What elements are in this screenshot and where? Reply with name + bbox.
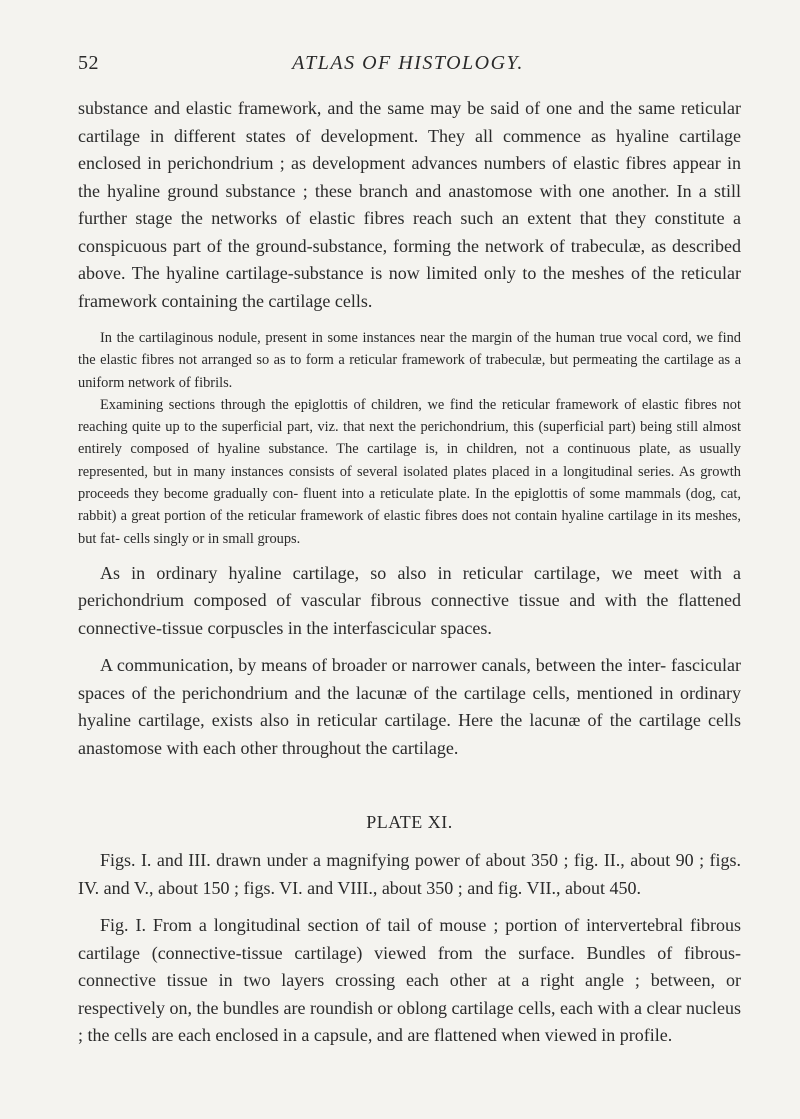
page-header — [78, 52, 738, 82]
paragraph-5: A communication, by means of broader or narrower canals, between the inter- fascicular spaces of the perichondrium and the lacunæ of the cartilage cells, mentioned in ordinary hyaline cartilage, exists also in reticular cartilage. Here the lacunæ of the cartilage cells anastomose with each other throughout the cartilage. — [78, 655, 741, 758]
body-text — [78, 95, 741, 1050]
page-number: 52 — [78, 52, 99, 74]
plate-title: PLATE XI. — [366, 812, 453, 833]
paragraph-1: substance and elastic framework, and the same may be said of one and the same reticular cartilage in different states of development. They all commence as hyaline cartilage enclosed in perichondrium ; as development advances numbers of elastic fibres appear in the hyaline ground substance ; these branch and anastomose with one another. In a still further stage the networks of elastic fibres reach such an extent that they constitute a conspicuous part of the ground-substance, forming the network of trabeculæ, as described above. The hyaline cartilage-substance is now limited only to the meshes of the reticular framework containing the cartilage cells. — [78, 98, 741, 311]
paragraph-4: As in ordinary hyaline cartilage, so also in reticular cartilage, we meet with a perichondrium composed of vascular fibrous connective tissue and with the flattened connective-tissue corpuscles in the interfascicular spaces. — [78, 562, 741, 638]
paragraph-2-small: In the cartilaginous nodule, present in some instances near the margin of the human true vocal cord, we find the elastic fibres not arranged so as to form a reticular framework of trabeculæ, but permeating the cartilage as a uniform network of fibrils. — [78, 330, 741, 391]
paragraph-3-small: Examining sections through the epiglottis of children, we find the reticular framework of elastic fibres not reaching quite up to the superficial part, viz. that next the perichondrium, this (superficial part) being still almost entirely composed of hyaline substance. The cartilage is, in children, not a continuous plate, as usually represented, but in many instances consists of several isolated plates placed in a longitudinal series. As growth proceeds they become gradually con- fluent into a reticulate plate. In the epiglottis of some mammals (dog, cat, rabbit) a great portion of the reticular framework of elastic fibres does not contain hyaline cartilage in its meshes, but fat- cells singly or in small groups. — [78, 396, 741, 547]
running-head: ATLAS OF HISTOLOGY. — [292, 52, 524, 74]
plate-paragraph-2: Fig. I. From a longitudinal section of tail of mouse ; portion of intervertebral fibrous cartilage (connective-tissue cartilage) viewed from the surface. Bundles of fibrous-connective tissue in two layers crossing each other at a right angle ; between, or respectively on, the bundles are roundish or oblong cartilage cells, each with a clear nucleus ; the cells are each enclosed in a capsule, and are flattened when viewed in profile. — [78, 915, 741, 1046]
plate-paragraph-1: Figs. I. and III. drawn under a magnifying power of about 350 ; fig. II., about 90 ; figs. IV. and V., about 150 ; figs. VI. and VIII., about 350 ; and fig. VII., about 450. — [78, 850, 741, 898]
